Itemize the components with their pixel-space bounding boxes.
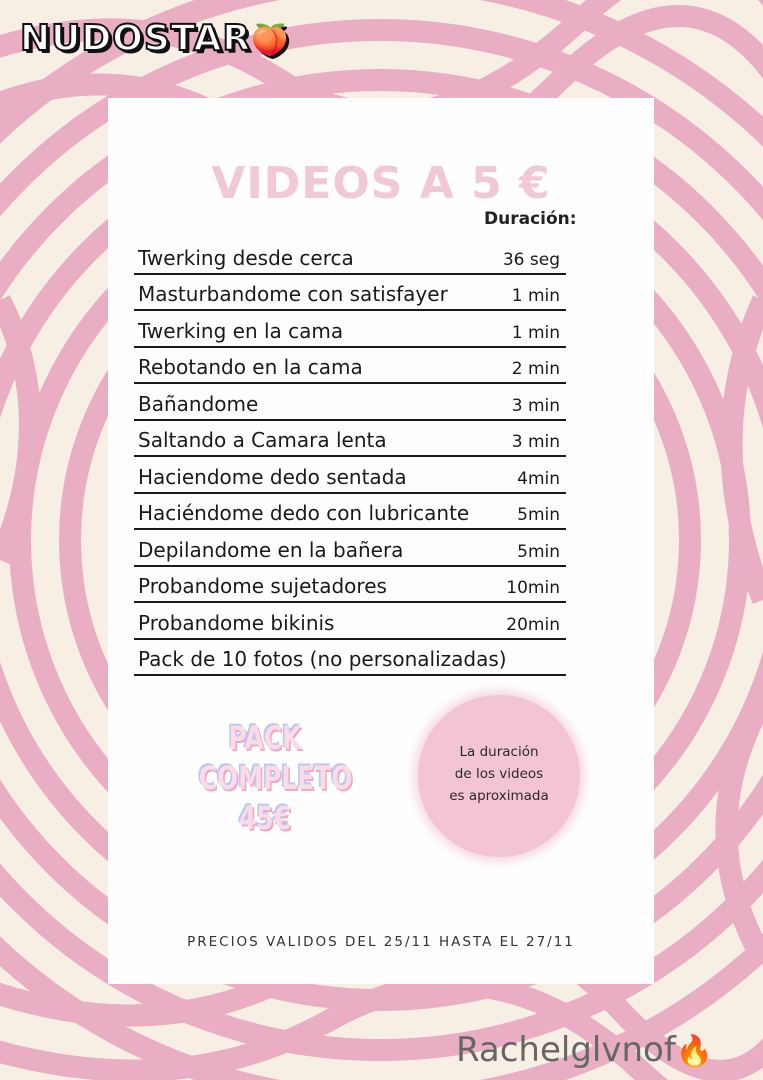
item-duration: 10min — [506, 578, 560, 598]
item-name: Haciéndome dedo con lubricante — [138, 501, 470, 525]
item-name: Depilandome en la bañera — [138, 537, 404, 562]
list-item — [134, 311, 566, 348]
item-name: Pack de 10 fotos (no personalizadas) — [138, 647, 507, 671]
note-line-1: La duración — [459, 744, 539, 760]
menu-title: VIDEOS A 5 € — [211, 158, 551, 209]
item-duration: 20min — [506, 614, 560, 635]
list-item — [134, 238, 566, 275]
item-name: Haciendome dedo sentada — [138, 464, 407, 489]
item-name: Rebotando en la cama — [138, 355, 363, 379]
item-duration: 3 min — [511, 432, 560, 452]
list-item — [134, 348, 566, 385]
list-item — [134, 640, 566, 677]
duration-note-badge — [418, 695, 580, 857]
handle-text: Rachelglvnof — [456, 1030, 676, 1070]
item-name: Saltando a Camara lenta — [138, 428, 387, 452]
item-name: Probandome sujetadores — [138, 574, 387, 598]
item-name: Twerking en la cama — [138, 318, 344, 343]
item-duration: 3 min — [511, 395, 560, 416]
list-item — [134, 567, 566, 604]
pack-line-2: COMPLETO — [198, 759, 353, 797]
note-line-3: es aproximada — [449, 788, 549, 804]
item-name: Probandome bikinis — [138, 610, 335, 635]
logo-text: NUDOSTAR — [20, 18, 252, 59]
item-duration: 5min — [517, 541, 560, 562]
validity-footer: PRECIOS VALIDOS DEL 25/11 HASTA EL 27/11 — [187, 934, 575, 950]
item-duration: 1 min — [511, 286, 560, 306]
item-duration: 36 seg — [502, 249, 560, 270]
creator-handle — [456, 1030, 713, 1070]
peach-icon: 🍑 — [251, 23, 290, 58]
site-logo-watermark — [20, 18, 289, 59]
price-list-card — [108, 98, 654, 984]
list-item — [134, 421, 566, 458]
duration-note-text — [418, 741, 580, 807]
complete-pack-offer — [180, 718, 353, 838]
note-line-2: de los videos — [454, 766, 544, 782]
list-item — [134, 384, 566, 421]
item-name: Bañandome — [138, 391, 259, 416]
item-name: Twerking desde cerca — [138, 245, 354, 270]
video-list — [134, 238, 566, 676]
list-item — [134, 530, 566, 567]
duration-header: Duración: — [484, 209, 577, 229]
item-duration: 4min — [517, 468, 560, 489]
item-duration: 5min — [517, 505, 560, 525]
list-item — [134, 457, 566, 494]
list-item — [134, 603, 566, 640]
pack-line-1: PACK — [228, 719, 302, 757]
pack-line-3: 45€ — [238, 799, 292, 837]
item-duration: 1 min — [511, 322, 560, 343]
list-item — [134, 494, 566, 531]
item-duration: 2 min — [511, 359, 560, 379]
fire-icon: 🔥 — [675, 1034, 714, 1069]
list-item — [134, 275, 566, 312]
item-name: Masturbandome con satisfayer — [138, 282, 448, 306]
